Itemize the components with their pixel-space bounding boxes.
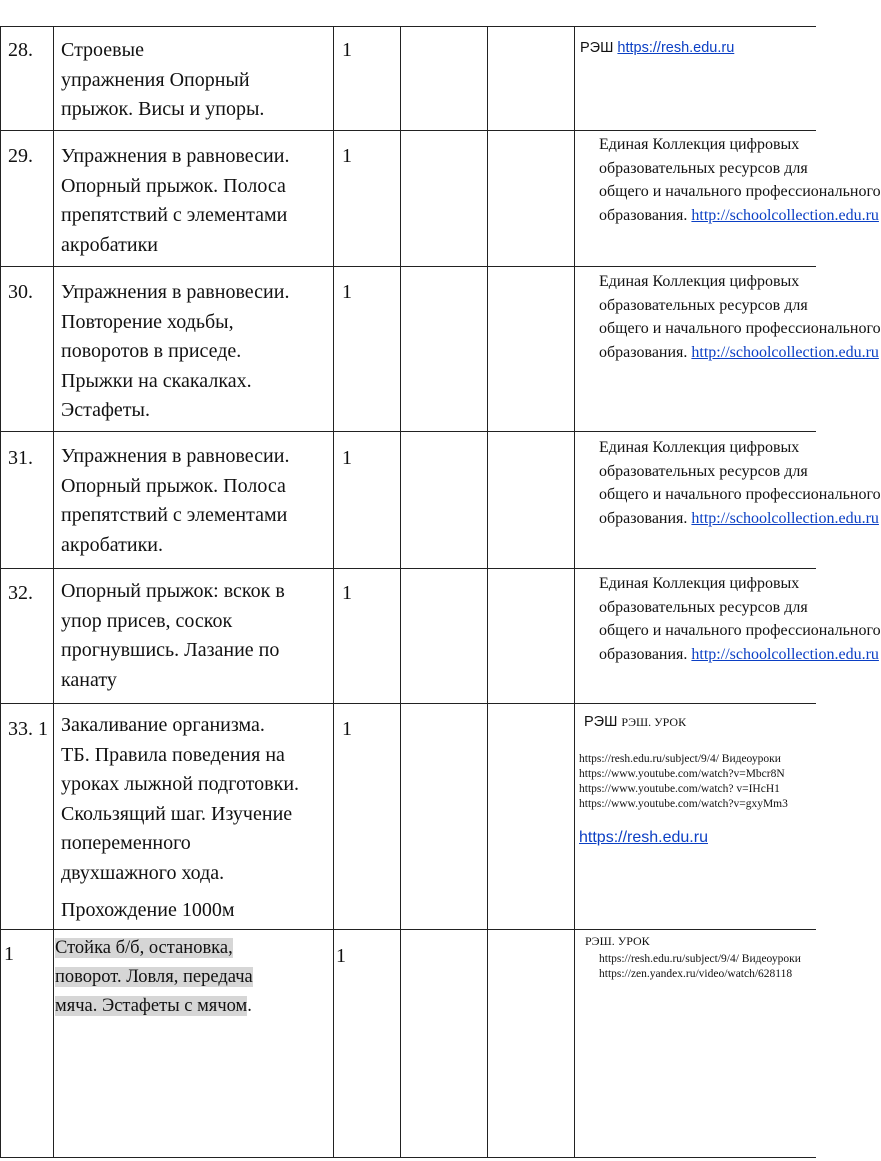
resource-prefix: образования. [599,509,688,527]
resource-line: образовательных ресурсов для [599,159,808,177]
row-33-resource-heading [584,713,816,731]
row-29-hours: 1 [342,145,352,167]
resource-line: общего и начального профессионального [599,183,881,200]
topic-line: поворот. Ловля, передача [55,967,253,987]
row-31-number: 31. [8,447,33,469]
school-collection-link[interactable]: http://schoolcollection.edu.ru [691,343,879,361]
row-33-topic-extra: Прохождение 1000м [61,899,235,921]
row-28-topic: Строевые упражнения Опорный прыжок. Висы и упоры. [61,39,265,120]
resource-prefix: образования. [599,343,688,361]
row-28-resource [580,38,816,58]
row-34-video-links [599,952,816,982]
row-34-resource-heading: РЭШ. УРОК [585,934,650,948]
school-collection-link[interactable]: http://schoolcollection.edu.ru [691,206,879,224]
row-30-number: 30. [8,281,33,303]
row-32-resource [599,572,881,666]
resource-prefix: образования. [599,206,688,224]
resource-line: общего и начального профессионального [599,622,881,639]
video-link[interactable]: https://www.youtube.com/watch? v=IHcH1 [579,783,780,795]
row-32-number: 32. [8,582,33,604]
resh-label: РЭШ [584,714,618,730]
row-33-video-links [579,752,816,812]
resource-line: Единая Коллекция цифровых [599,575,800,592]
video-link[interactable]: https://www.youtube.com/watch?v=Mbcr8N [579,768,785,780]
lesson-plan-table [0,26,881,1158]
resh-link[interactable]: https://resh.edu.ru [617,40,735,56]
resh-label: РЭШ [580,40,614,56]
row-33-number: 33. 1 [8,718,48,740]
resh-link[interactable]: https://resh.edu.ru [579,829,708,846]
row-32-hours: 1 [342,582,352,604]
row-34-hours: 1 [336,945,346,967]
topic-tail: . [247,996,252,1016]
row-33-resource-link-wrap [579,827,816,849]
row-33-hours: 1 [342,718,352,740]
resource-line: общего и начального профессионального [599,320,881,337]
row-28-number: 28. [8,39,33,61]
video-link[interactable]: https://zen.yandex.ru/video/watch/628118 [599,968,793,980]
school-collection-link[interactable]: http://schoolcollection.edu.ru [691,645,879,663]
row-33-topic: Закаливание организма. ТБ. Правила поведения на уроках лыжной подготовки. Скользящий шаг. Изучение попеременного двухшажного хода. [61,714,300,884]
row-31-hours: 1 [342,447,352,469]
school-collection-link[interactable]: http://schoolcollection.edu.ru [691,509,879,527]
row-34-number: 1 [4,943,14,965]
row-31-resource [599,436,881,530]
resource-line: образовательных ресурсов для [599,462,808,480]
resource-line: Единая Коллекция цифровых [599,136,800,153]
row-31-topic: Упражнения в равновесии. Опорный прыжок. Полоса препятствий с элементами акробатики. [61,445,290,556]
resource-line: общего и начального профессионального [599,486,881,503]
row-34-topic [55,934,333,1021]
topic-line: мяча. Эстафеты с мячом [55,996,248,1016]
video-link[interactable]: https://resh.edu.ru/subject/9/4/ Видеоуроки [599,953,801,965]
row-30-hours: 1 [342,281,352,303]
topic-line: Стойка б/б, остановка, [55,938,233,958]
row-29-number: 29. [8,145,33,167]
row-29-resource [599,133,881,227]
row-30-resource [599,270,881,364]
video-link[interactable]: https://resh.edu.ru/subject/9/4/ Видеоуроки [579,753,781,765]
resource-prefix: образования. [599,645,688,663]
resh-lesson-label: РЭШ. УРОК [621,715,687,729]
video-link[interactable]: https://www.youtube.com/watch?v=gxyMm3 [579,798,788,810]
row-28-hours: 1 [342,39,352,61]
resource-line: Единая Коллекция цифровых [599,439,800,456]
row-30-topic: Упражнения в равновесии. Повторение ходьбы, поворотов в приседе. Прыжки на скакалках. Эстафеты. [61,281,290,421]
row-32-topic: Опорный прыжок: вскок в упор присев, соскок прогнувшись. Лазание по канату [61,580,285,691]
resource-line: образовательных ресурсов для [599,296,808,314]
resource-line: Единая Коллекция цифровых [599,273,800,290]
resource-line: образовательных ресурсов для [599,598,808,616]
row-29-topic: Упражнения в равновесии. Опорный прыжок. Полоса препятствий с элементами акробатики [61,145,290,256]
